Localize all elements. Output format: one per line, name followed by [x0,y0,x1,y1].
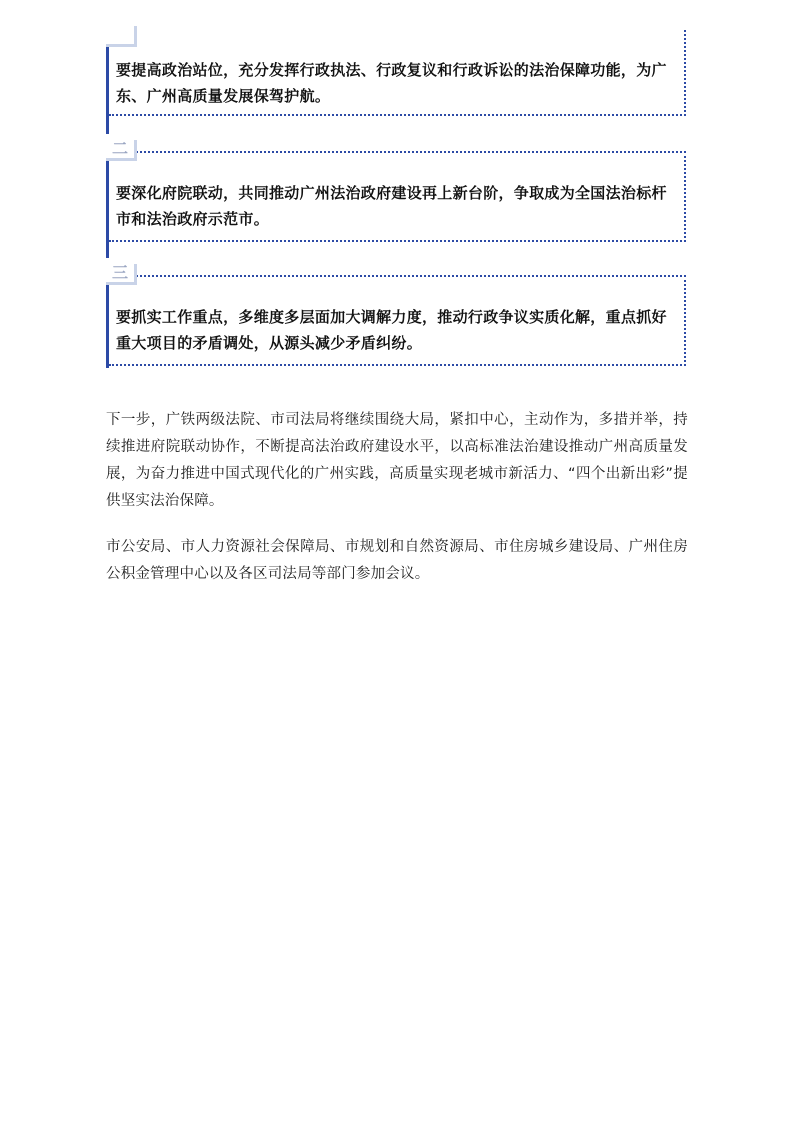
point-number: 三 [111,263,128,282]
point-number: 二 [111,139,128,158]
next-steps-paragraph: 下一步，广铁两级法院、市司法局将继续围绕大局，紧扣中心，主动作为，多措并举，持续推进府院联动协作，不断提高法治政府建设水平，以高标准法治建设推动广州高质量发展，为奋力推进中国式现代化的广州实践，高质量实现老城市新活力、“四个出新出彩”提供坚实法治保障。 [106,411,688,509]
point-number-tab [106,264,137,285]
key-point-1 [106,40,686,134]
point-text: 要深化府院联动，共同推动广州法治政府建设再上新台阶，争取成为全国法治标杆市和法治政府示范市。 [116,184,667,228]
point-number-tab [106,26,137,47]
attendees-paragraph: 市公安局、市人力资源社会保障局、市规划和自然资源局、市住房城乡建设局、广州住房公积金管理中心以及各区司法局等部门参加会议。 [106,538,688,582]
key-point-2 [106,140,686,258]
point-text: 要提高政治站位，充分发挥行政执法、行政复议和行政诉讼的法治保障功能，为广东、广州高质量发展保驾护航。 [116,61,667,105]
point-number-tab [106,140,137,161]
key-point-3 [106,264,686,368]
point-text: 要抓实工作重点，多维度多层面加大调解力度，推动行政争议实质化解，重点抓好重大项目的矛盾调处，从源头减少矛盾纠纷。 [116,308,667,352]
